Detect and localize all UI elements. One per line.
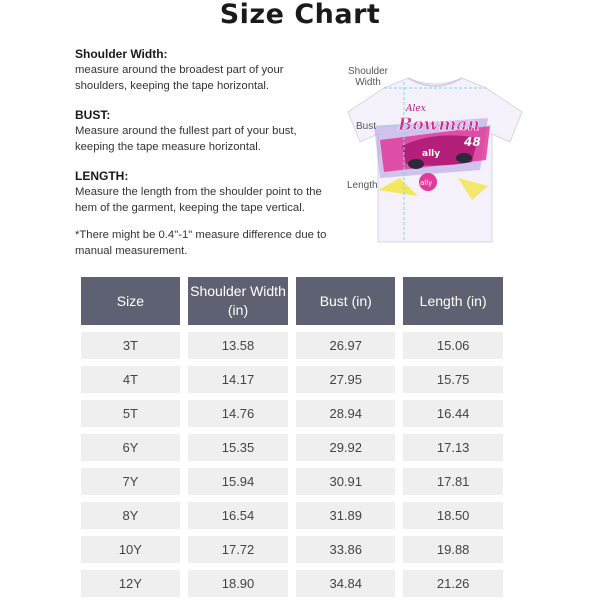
cell-shoulder: 18.90 [188, 570, 288, 597]
cell-size: 8Y [81, 502, 180, 529]
cell-length: 15.06 [403, 332, 503, 359]
shoulder-description: measure around the broadest part of your shoulders, keeping the tape horizontal. [75, 64, 284, 92]
cell-length: 18.50 [403, 502, 503, 529]
table-row [81, 366, 503, 393]
bust-heading: BUST: [75, 108, 111, 122]
cell-shoulder: 13.58 [188, 332, 288, 359]
cell-shoulder: 15.94 [188, 468, 288, 495]
measurement-instructions [75, 47, 335, 259]
table-row [81, 536, 503, 563]
cell-bust: 29.92 [296, 434, 395, 461]
cell-shoulder: 14.76 [188, 400, 288, 427]
shirt-alex-text: Alex [406, 104, 426, 114]
cell-length: 15.75 [403, 366, 503, 393]
table-row [81, 570, 503, 597]
shirt-ally-text: ally [422, 149, 441, 159]
cell-shoulder: 17.72 [188, 536, 288, 563]
table-header-row [81, 277, 503, 325]
shirt-bowman-text: Bowman [398, 115, 480, 135]
cell-bust: 27.95 [296, 366, 395, 393]
cell-size: 6Y [81, 434, 180, 461]
bust-label: Bust [356, 121, 377, 132]
page-title: Size Chart [219, 0, 381, 30]
shirt-number-text: 48 [464, 135, 481, 149]
cell-length: 16.44 [403, 400, 503, 427]
length-description: Measure the length from the shoulder point to the hem of the garment, keeping the tape vertical. [75, 186, 322, 214]
table-row [81, 434, 503, 461]
header-shoulder-width: Shoulder Width (in) [188, 277, 288, 325]
header-size: Size [81, 277, 180, 325]
header-length: Length (in) [403, 277, 503, 325]
cell-bust: 26.97 [296, 332, 395, 359]
shoulder-label-line1: Shoulder [347, 66, 389, 77]
cell-size: 4T [81, 366, 180, 393]
table-row [81, 502, 503, 529]
cell-size: 12Y [81, 570, 180, 597]
cell-size: 5T [81, 400, 180, 427]
cell-bust: 34.84 [296, 570, 395, 597]
cell-bust: 31.89 [296, 502, 395, 529]
cell-length: 19.88 [403, 536, 503, 563]
cell-shoulder: 16.54 [188, 502, 288, 529]
cell-length: 17.81 [403, 468, 503, 495]
bust-description: Measure around the fullest part of your bust, keeping the tape measure horizontal. [75, 125, 297, 153]
cell-bust: 30.91 [296, 468, 395, 495]
tshirt-illustration [340, 60, 530, 250]
header-bust: Bust (in) [296, 277, 395, 325]
cell-length: 21.26 [403, 570, 503, 597]
cell-shoulder: 15.35 [188, 434, 288, 461]
bust-section [75, 108, 335, 155]
shoulder-section [75, 47, 335, 94]
cell-size: 7Y [81, 468, 180, 495]
length-heading: LENGTH: [75, 169, 129, 183]
tshirt-diagram [340, 60, 530, 250]
cell-size: 10Y [81, 536, 180, 563]
measurement-note: *There might be 0.4"-1" measure difference due to manual measurement. [75, 229, 327, 257]
shoulder-label [344, 66, 392, 88]
table-row [81, 400, 503, 427]
table-row [81, 332, 503, 359]
cell-shoulder: 14.17 [188, 366, 288, 393]
cell-size: 3T [81, 332, 180, 359]
length-section [75, 169, 335, 216]
cell-bust: 28.94 [296, 400, 395, 427]
cell-bust: 33.86 [296, 536, 395, 563]
table-row [81, 468, 503, 495]
shoulder-label-line2: Width [355, 77, 381, 88]
cell-length: 17.13 [403, 434, 503, 461]
length-label: Length [347, 180, 378, 191]
size-chart-table [73, 270, 511, 600]
shoulder-heading: Shoulder Width: [75, 47, 168, 61]
shirt-ally-badge-text: ally [420, 179, 433, 187]
